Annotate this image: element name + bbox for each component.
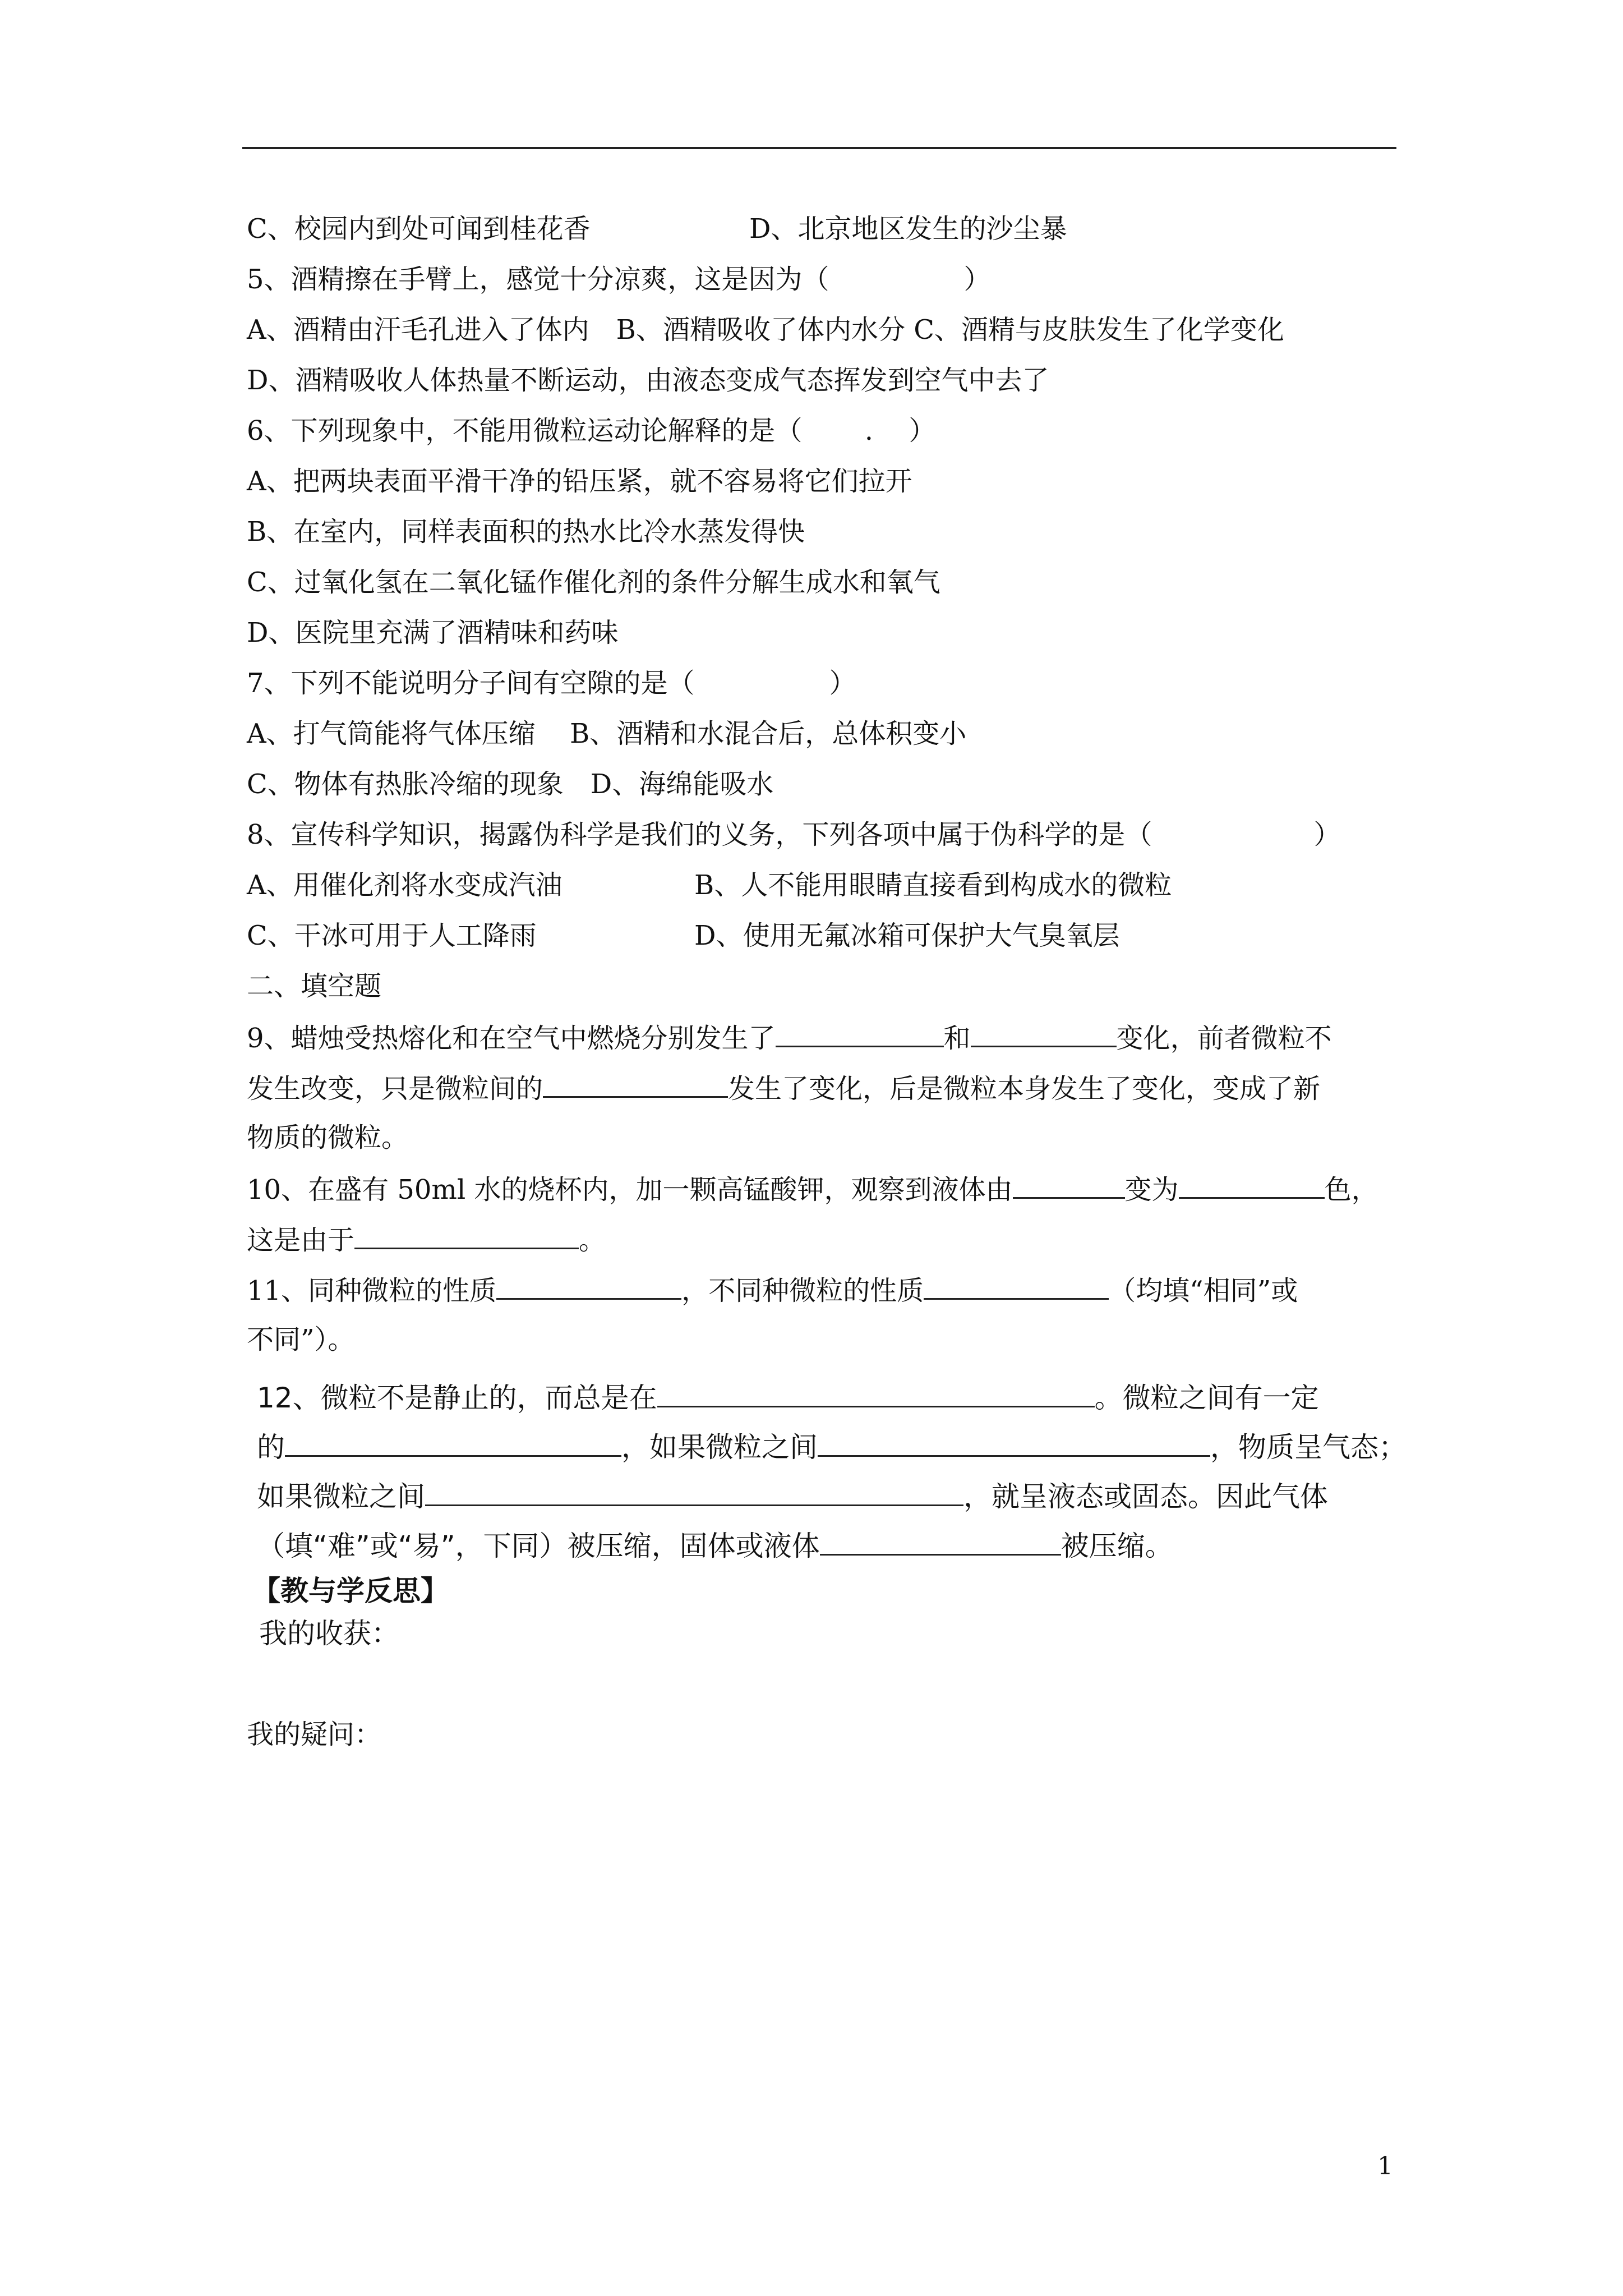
question-9-line1 <box>247 1020 1332 1055</box>
q6-option-a: A、把两块表面平滑干净的铅压紧，就不容易将它们拉开 <box>247 466 912 497</box>
q7-options-ab <box>247 717 967 751</box>
q9-text: 和 <box>943 1023 971 1054</box>
answer-blank[interactable] <box>820 1528 1061 1556</box>
question-12-line3 <box>257 1479 1328 1513</box>
q11-text: ，不同种微粒的性质 <box>681 1275 924 1306</box>
question-9-line2 <box>247 1070 1320 1106</box>
header-rule <box>242 147 1396 149</box>
option-a: A、用催化剂将水变成汽油 <box>247 869 562 901</box>
q11-text: （均填“相同”或 <box>1109 1275 1298 1306</box>
question-11-line2: 不同”）。 <box>247 1324 355 1355</box>
q12-text: 的 <box>257 1431 285 1464</box>
option-c: C、校园内到处可闻到桂花香 <box>247 213 591 245</box>
q12-text: ，就呈液态或固态。因此气体 <box>963 1480 1328 1513</box>
option-b: B、酒精和水混合后，总体积变小 <box>570 718 967 749</box>
question-12-line1 <box>257 1380 1319 1415</box>
q6-option-b: B、在室内，同样表面积的热水比冷水蒸发得快 <box>247 516 805 547</box>
q11-text: 11、同种微粒的性质 <box>247 1275 497 1306</box>
answer-blank[interactable] <box>496 1272 681 1300</box>
q10-text: 色， <box>1324 1174 1378 1205</box>
section-heading-fill-in: 二、填空题 <box>247 970 382 1002</box>
my-doubts-label: 我的疑问： <box>247 1719 382 1750</box>
option-a: A、打气筒能将气体压缩 <box>247 718 536 749</box>
question-12-line4 <box>257 1528 1173 1563</box>
reflection-heading: 【教与学反思】 <box>252 1575 449 1607</box>
answer-blank[interactable] <box>818 1429 1210 1457</box>
my-gains-label: 我的收获： <box>259 1617 399 1650</box>
question-10-line2 <box>247 1222 606 1257</box>
q4-options-cd <box>247 212 1067 246</box>
q6-option-d: D、医院里充满了酒精味和药味 <box>247 617 619 648</box>
q9-text: 9、蜡烛受热熔化和在空气中燃烧分别发生了 <box>247 1023 776 1054</box>
question-11-line1 <box>247 1272 1298 1308</box>
answer-blank[interactable] <box>776 1020 944 1047</box>
q10-text: 变为 <box>1124 1174 1179 1205</box>
q7-options-cd: C、物体有热胀冷缩的现象 D、海绵能吸水 <box>247 769 774 800</box>
q8-options-cd <box>247 919 1120 953</box>
option-c: C、干冰可用于人工降雨 <box>247 920 537 951</box>
q6-option-c: C、过氧化氢在二氧化锰作催化剂的条件分解生成水和氧气 <box>247 567 940 598</box>
answer-blank[interactable] <box>1179 1171 1325 1199</box>
question-6: 6、下列现象中，不能用微粒运动论解释的是（ . ） <box>247 415 936 447</box>
question-8: 8、宣传科学知识，揭露伪科学是我们的义务，下列各项中属于伪科学的是（ ） <box>247 819 1341 850</box>
q12-text: 12、微粒不是静止的，而总是在 <box>257 1382 657 1414</box>
answer-blank[interactable] <box>425 1479 963 1506</box>
q12-text: 被压缩。 <box>1061 1530 1173 1562</box>
question-7: 7、下列不能说明分子间有空隙的是（ ） <box>247 668 856 699</box>
answer-blank[interactable] <box>971 1020 1117 1047</box>
answer-blank[interactable] <box>354 1222 579 1249</box>
q10-text: 这是由于 <box>247 1225 355 1256</box>
q12-text: 。微粒之间有一定 <box>1094 1382 1319 1414</box>
page-number: 1 <box>1377 2152 1393 2180</box>
option-d: D、北京地区发生的沙尘暴 <box>749 213 1067 245</box>
answer-blank[interactable] <box>1013 1171 1125 1199</box>
q12-text: （填“难”或“易”，下同）被压缩，固体或液体 <box>257 1530 820 1562</box>
q5-option-d: D、酒精吸收人体热量不断运动，由液态变成气态挥发到空气中去了 <box>247 365 1049 396</box>
q8-options-ab <box>247 868 1172 902</box>
question-5: 5、酒精擦在手臂上，感觉十分凉爽，这是因为（ ） <box>247 264 991 295</box>
q9-text: 发生改变，只是微粒间的 <box>247 1073 543 1105</box>
question-9-line3: 物质的微粒。 <box>247 1122 409 1153</box>
q10-text: 10、在盛有 50ml 水的烧杯内，加一颗高锰酸钾，观察到液体由 <box>247 1174 1013 1205</box>
q10-text: 。 <box>579 1225 606 1256</box>
q12-text: ，物质呈气态； <box>1210 1431 1407 1464</box>
answer-blank[interactable] <box>924 1272 1109 1300</box>
q9-text: 变化，前者微粒不 <box>1116 1023 1332 1054</box>
q5-options-abc: A、酒精由汗毛孔进入了体内 B、酒精吸收了体内水分 C、酒精与皮肤发生了化学变化 <box>247 314 1284 346</box>
answer-blank[interactable] <box>285 1429 621 1457</box>
q12-text: ，如果微粒之间 <box>621 1431 818 1464</box>
question-12-line2 <box>257 1429 1407 1464</box>
option-d: D、使用无氟冰箱可保护大气臭氧层 <box>694 920 1120 951</box>
q12-text: 如果微粒之间 <box>257 1480 425 1513</box>
answer-blank[interactable] <box>543 1070 728 1098</box>
option-b: B、人不能用眼睛直接看到构成水的微粒 <box>694 869 1172 901</box>
question-10-line1 <box>247 1171 1378 1207</box>
q9-text: 发生了变化，后是微粒本身发生了变化，变成了新 <box>728 1073 1321 1105</box>
answer-blank[interactable] <box>657 1380 1095 1407</box>
